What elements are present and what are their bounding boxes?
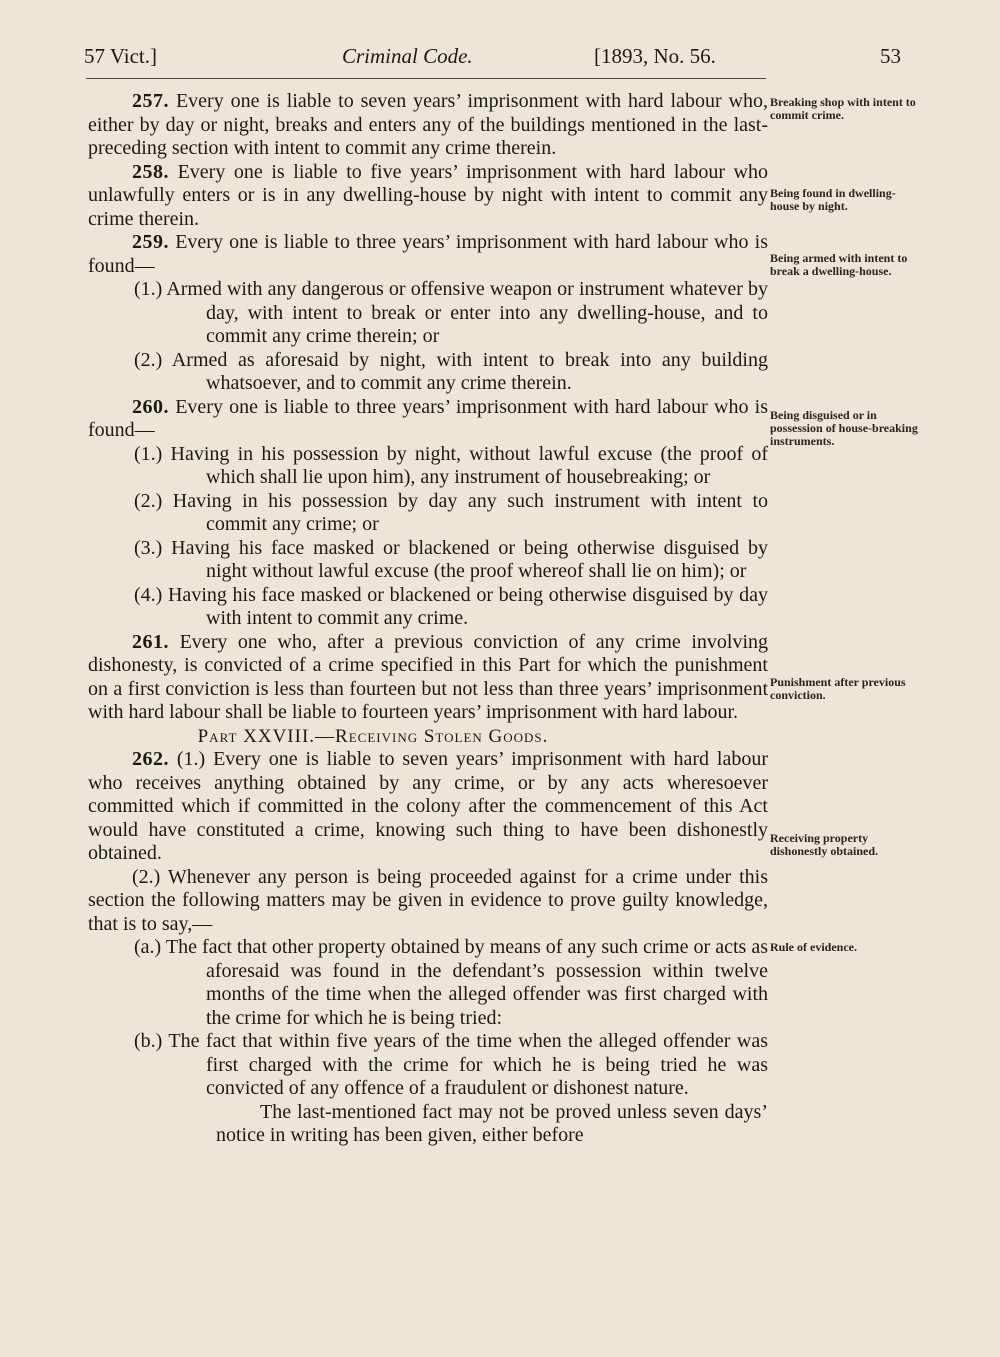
clause-260-1: (1.) Having in his possession by night, without lawful excuse (the proof of which shall lie upon him), any instrument of housebreaking; or xyxy=(134,442,768,488)
part-heading: Part XXVIII.—Receiving Stolen Goods. xyxy=(197,725,549,747)
clause-259-2: (2.) Armed as aforesaid by night, with intent to break into any building whatsoever, and to commit any crime therein. xyxy=(134,348,768,394)
clause-260-4: (4.) Having his face masked or blackened or being otherwise disguised by day with intent to commit any crime. xyxy=(134,583,768,629)
margin-note-259: Being armed with intent to break a dwelling-house. xyxy=(770,251,908,278)
clause-260-3: (3.) Having his face masked or blackened or being otherwise disguised by night without lawful excuse (the proof whereof shall lie on him); or xyxy=(134,536,768,582)
section-text: Every one is liable to three years’ imprisonment with hard labour who is found— xyxy=(88,231,768,277)
section-number: 260. xyxy=(132,395,169,418)
section-text: Every one is liable to three years’ imprisonment with hard labour who is found— xyxy=(88,395,768,441)
section-number: 259. xyxy=(132,231,169,253)
header-act-number: [1893, No. 56. xyxy=(594,44,716,68)
margin-note-258: Being found in dwelling-house by night. xyxy=(770,186,896,213)
margin-note-262: Receiving property dishonestly obtained. xyxy=(770,831,879,858)
margin-note-262-2: Rule of evidence. xyxy=(770,940,857,954)
header-act-year: 57 Vict.] xyxy=(84,44,158,68)
header-rule xyxy=(86,78,766,79)
margin-note-257: Breaking shop with intent to commit crime. xyxy=(770,95,916,122)
section-number: 261. xyxy=(132,630,169,653)
section-number: 258. xyxy=(132,160,169,183)
clause-260-2: (2.) Having in his possession by day any such instrument with intent to commit any crime; or xyxy=(134,489,768,535)
section-258 xyxy=(88,161,768,232)
section-text: (1.) Every one is liable to seven years’ imprisonment with hard labour who receives anything obtained by any crime, or by any acts wheresoever committed which if committed in the colony after the commencement of this Act would have constituted a crime, knowing such thing to have been dishonestly obtained. xyxy=(88,748,769,864)
clause-262-2-a: (a.) The fact that other property obtained by means of any such crime or acts as aforesaid was found in the defendant’s possession within twelve months of the time when the alleged offender was first charged with the crime for which he is being tried: xyxy=(134,936,768,1029)
section-number: 262. xyxy=(132,748,169,770)
section-text: Every one who, after a previous conviction of any crime involving dishonesty, is convicted of a crime specified in this Part for which the punishment on a first conviction is less than fourteen but not less than three years’ imprisonment with hard labour shall be liable to fourteen years’ imprisonment with hard labour. xyxy=(88,630,769,723)
section-260 xyxy=(88,396,768,443)
running-header xyxy=(0,44,1000,74)
main-text xyxy=(88,90,768,1148)
margin-note-261: Punishment after previous conviction. xyxy=(770,675,906,702)
subsection-262-2: (2.) Whenever any person is being proceeded against for a crime under this section the following matters may be given in evidence to prove guilty knowledge, that is to say,— xyxy=(88,865,768,935)
section-text: Every one is liable to seven years’ imprisonment with hard labour who, either by day or night, breaks and enters any of the buildings mentioned in the last-preceding section with intent to commit any crime therein. xyxy=(88,90,768,159)
clause-262-2-b: (b.) The fact that within five years of the time when the alleged offender was first charged with the crime for which he is being tried he was convicted of any offence of a fraudulent or dishonest nature. xyxy=(134,1030,768,1099)
section-text: Every one is liable to five years’ imprisonment with hard labour who unlawfully enters or is in any dwelling-house by night with intent to commit any crime therein. xyxy=(88,160,769,230)
clause-259-1: (1.) Armed with any dangerous or offensive weapon or instrument whatever by day, with intent to break or enter into any dwelling-house, and to commit any crime therein; or xyxy=(134,278,768,347)
section-number: 257. xyxy=(132,90,169,112)
header-title: Criminal Code. xyxy=(342,44,473,68)
section-261 xyxy=(88,631,768,725)
margin-note-260: Being disguised or in possession of house-breaking instruments. xyxy=(770,408,918,448)
page-number: 53 xyxy=(880,44,901,68)
section-259 xyxy=(88,231,768,278)
proviso-text: The last-mentioned fact may not be proved unless seven days’ notice in writing has been given, either before xyxy=(216,1100,768,1146)
section-262 xyxy=(88,748,768,866)
section-257 xyxy=(88,90,768,161)
